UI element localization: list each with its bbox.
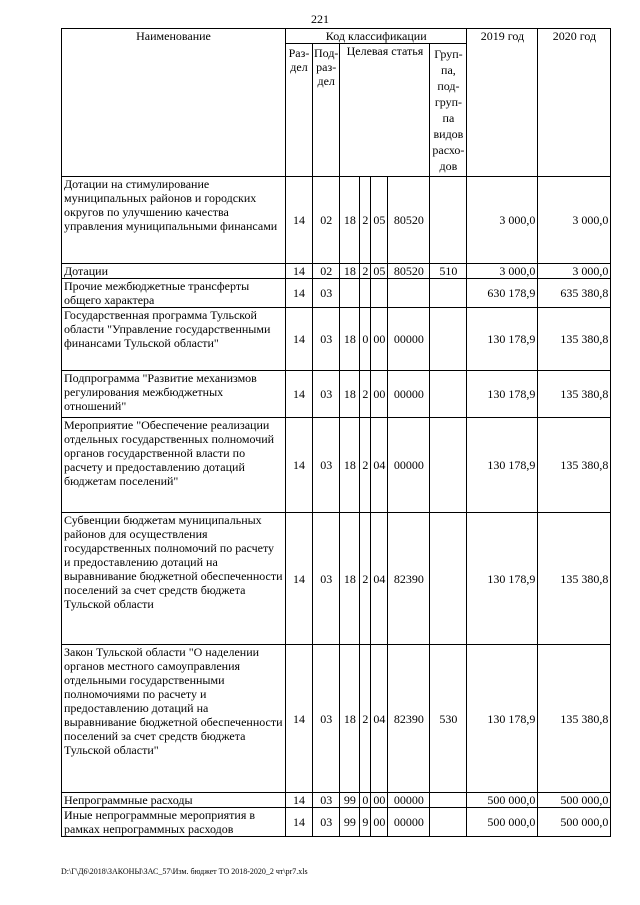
row-name: Мероприятие "Обеспечение реализации отдельных государственных полномочий органов государственной власти по расчету и предоставлению дотаций бюджетам поселений" <box>62 418 286 513</box>
row-target-program: 18 <box>340 371 360 418</box>
row-target-subprogram: 0 <box>360 308 371 371</box>
table-row <box>62 808 611 837</box>
header-2020: 2020 год <box>538 29 611 177</box>
row-value-2019: 3 000,0 <box>467 264 538 279</box>
row-podrazdel: 03 <box>313 279 340 308</box>
row-podrazdel: 03 <box>313 513 340 645</box>
row-target-subprogram: 2 <box>360 177 371 264</box>
table-row <box>62 177 611 264</box>
row-target-program: 18 <box>340 308 360 371</box>
row-target-direction: 00000 <box>388 793 430 808</box>
row-name: Подпрограмма "Развитие механизмов регулирования межбюджетных отношений" <box>62 371 286 418</box>
row-group: 530 <box>430 645 467 793</box>
table-row <box>62 264 611 279</box>
row-razdel: 14 <box>286 418 313 513</box>
row-target-event: 05 <box>371 177 388 264</box>
row-value-2019: 130 178,9 <box>467 308 538 371</box>
row-target-program: 18 <box>340 645 360 793</box>
row-target-direction <box>388 279 430 308</box>
row-razdel: 14 <box>286 177 313 264</box>
row-target-subprogram: 0 <box>360 793 371 808</box>
row-name: Субвенции бюджетам муниципальных районов для осуществления государственных полномочий по расчету и предоставлению дотаций на выравнивание бюджетной обеспеченности поселений за счет средств бюджета Тульской области <box>62 513 286 645</box>
row-target-subprogram: 2 <box>360 513 371 645</box>
row-target-event: 05 <box>371 264 388 279</box>
row-podrazdel: 02 <box>313 264 340 279</box>
row-podrazdel: 03 <box>313 645 340 793</box>
row-target-direction: 82390 <box>388 645 430 793</box>
row-target-program: 18 <box>340 177 360 264</box>
row-group <box>430 177 467 264</box>
row-podrazdel: 03 <box>313 308 340 371</box>
row-target-program: 99 <box>340 808 360 837</box>
row-value-2020: 3 000,0 <box>538 264 611 279</box>
row-target-event: 00 <box>371 808 388 837</box>
table-row <box>62 645 611 793</box>
row-value-2020: 135 380,8 <box>538 418 611 513</box>
row-target-direction: 80520 <box>388 264 430 279</box>
row-target-subprogram: 2 <box>360 645 371 793</box>
row-value-2020: 500 000,0 <box>538 808 611 837</box>
row-name: Иные непрограммные мероприятия в рамках непрограммных расходов <box>62 808 286 837</box>
row-podrazdel: 02 <box>313 177 340 264</box>
row-value-2019: 3 000,0 <box>467 177 538 264</box>
row-target-direction: 00000 <box>388 308 430 371</box>
row-razdel: 14 <box>286 793 313 808</box>
budget-table <box>61 28 611 837</box>
table-row <box>62 793 611 808</box>
row-group <box>430 513 467 645</box>
row-target-program: 18 <box>340 264 360 279</box>
row-razdel: 14 <box>286 308 313 371</box>
file-path-footer: D:\Г\Д6\2018\ЗАКОНЫ\ЗАС_57\Изм. бюджет ТО 2018-2020_2 чт\pr7.xls <box>61 867 308 876</box>
row-razdel: 14 <box>286 645 313 793</box>
row-target-event: 04 <box>371 513 388 645</box>
row-value-2020: 135 380,8 <box>538 513 611 645</box>
row-name: Государственная программа Тульской области "Управление государственными финансами Тульской области" <box>62 308 286 371</box>
row-razdel: 14 <box>286 808 313 837</box>
row-razdel: 14 <box>286 264 313 279</box>
row-value-2020: 3 000,0 <box>538 177 611 264</box>
table-row <box>62 418 611 513</box>
header-target: Целевая статья <box>340 44 430 177</box>
row-group: 510 <box>430 264 467 279</box>
row-razdel: 14 <box>286 371 313 418</box>
row-name: Непрограммные расходы <box>62 793 286 808</box>
row-target-direction: 82390 <box>388 513 430 645</box>
row-value-2019: 130 178,9 <box>467 513 538 645</box>
header-podrazdel: Под-раз-дел <box>313 44 340 177</box>
row-name: Прочие межбюджетные трансферты общего характера <box>62 279 286 308</box>
row-value-2020: 500 000,0 <box>538 793 611 808</box>
row-target-program: 99 <box>340 793 360 808</box>
header-2019: 2019 год <box>467 29 538 177</box>
row-target-subprogram: 9 <box>360 808 371 837</box>
page-number: 221 <box>311 12 329 26</box>
row-target-program: 18 <box>340 418 360 513</box>
row-group <box>430 308 467 371</box>
row-podrazdel: 03 <box>313 371 340 418</box>
row-group <box>430 279 467 308</box>
header-group: Груп-па, под-груп-па видов расхо-дов <box>430 44 467 177</box>
row-target-program <box>340 279 360 308</box>
row-target-subprogram: 2 <box>360 264 371 279</box>
table-row <box>62 371 611 418</box>
row-podrazdel: 03 <box>313 808 340 837</box>
row-target-program: 18 <box>340 513 360 645</box>
row-value-2020: 135 380,8 <box>538 371 611 418</box>
table-row <box>62 308 611 371</box>
row-name: Дотации на стимулирование муниципальных районов и городских округов по улучшению качества управления муниципальными финансами <box>62 177 286 264</box>
row-target-direction: 00000 <box>388 418 430 513</box>
row-razdel: 14 <box>286 279 313 308</box>
row-value-2020: 635 380,8 <box>538 279 611 308</box>
row-group <box>430 371 467 418</box>
row-value-2019: 130 178,9 <box>467 371 538 418</box>
row-target-subprogram: 2 <box>360 371 371 418</box>
header-classification: Код классификации <box>286 29 467 44</box>
row-target-direction: 80520 <box>388 177 430 264</box>
row-podrazdel: 03 <box>313 418 340 513</box>
row-value-2019: 130 178,9 <box>467 645 538 793</box>
row-name: Дотации <box>62 264 286 279</box>
row-target-direction: 00000 <box>388 808 430 837</box>
row-value-2019: 500 000,0 <box>467 793 538 808</box>
row-group <box>430 418 467 513</box>
row-target-subprogram <box>360 279 371 308</box>
table-row <box>62 513 611 645</box>
row-target-direction: 00000 <box>388 371 430 418</box>
row-value-2019: 630 178,9 <box>467 279 538 308</box>
row-target-subprogram: 2 <box>360 418 371 513</box>
header-name: Наименование <box>62 29 286 177</box>
row-value-2020: 135 380,8 <box>538 645 611 793</box>
row-value-2020: 135 380,8 <box>538 308 611 371</box>
table-row <box>62 279 611 308</box>
row-name: Закон Тульской области "О наделении органов местного самоуправления отдельными государственными полномочиями по расчету и предоставлению дотаций на выравнивание бюджетной обеспеченности поселений за счет средств бюджета Тульской области" <box>62 645 286 793</box>
row-target-event: 04 <box>371 645 388 793</box>
row-target-event: 00 <box>371 371 388 418</box>
row-podrazdel: 03 <box>313 793 340 808</box>
row-value-2019: 130 178,9 <box>467 418 538 513</box>
row-target-event: 04 <box>371 418 388 513</box>
row-target-event <box>371 279 388 308</box>
row-group <box>430 808 467 837</box>
header-razdel: Раз-дел <box>286 44 313 177</box>
row-razdel: 14 <box>286 513 313 645</box>
row-value-2019: 500 000,0 <box>467 808 538 837</box>
row-group <box>430 793 467 808</box>
row-target-event: 00 <box>371 308 388 371</box>
row-target-event: 00 <box>371 793 388 808</box>
